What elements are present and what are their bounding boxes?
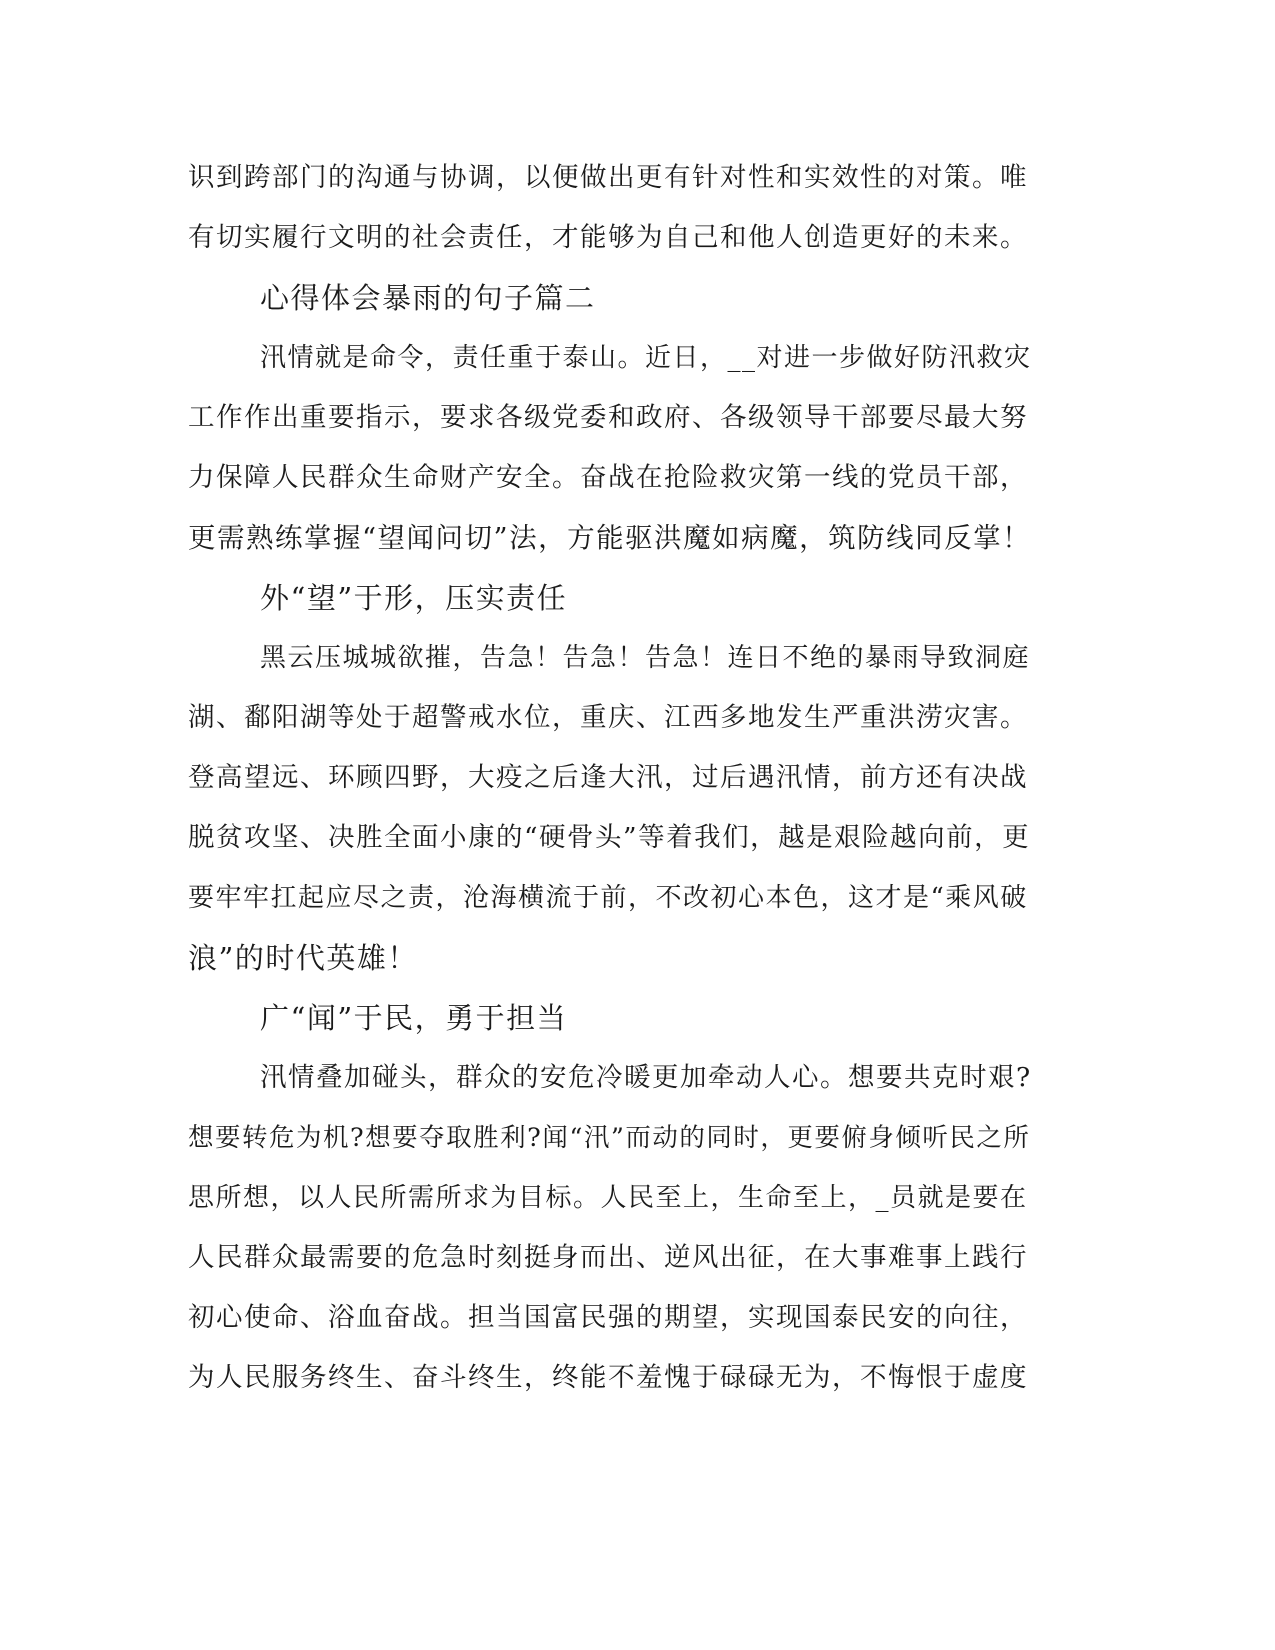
text-line: 想要转危为机?想要夺取胜利?闻“汛”而动的同时，更要俯身倾听民之所 — [188, 1123, 1031, 1153]
text-line: 脱贫攻坚、决胜全面小康的“硬骨头”等着我们，越是艰险越向前，更 — [188, 822, 1031, 853]
text-line: 汛情就是命令，责任重于泰山。近日，__对进一步做好防汛救灾 — [260, 343, 1032, 373]
subsection-heading: 外“望”于形，压实责任 — [260, 581, 568, 615]
text-line: 黑云压城城欲摧，告急！告急！告急！连日不绝的暴雨导致洞庭 — [260, 643, 1031, 673]
text-line: 人民群众最需要的危急时刻挺身而出、逆风出征，在大事难事上践行 — [188, 1242, 1028, 1273]
text-line: 初心使命、浴血奋战。担当国富民强的期望，实现国泰民安的向往， — [188, 1302, 1028, 1333]
text-line: 更需熟练掌握“望闻问切”法，方能驱洪魔如病魔，筑防线同反掌！ — [188, 522, 1032, 554]
text-line: 要牢牢扛起应尽之责，沧海横流于前，不改初心本色，这才是“乘风破 — [188, 883, 1028, 913]
text-line: 思所想，以人民所需所求为目标。人民至上，生命至上，_员就是要在 — [188, 1183, 1028, 1213]
text-line: 力保障人民群众生命财产安全。奋战在抢险救灾第一线的党员干部， — [188, 462, 1028, 493]
text-line: 工作作出重要指示，要求各级党委和政府、各级领导干部要尽最大努 — [188, 402, 1028, 433]
text-line: 识到跨部门的沟通与协调，以便做出更有针对性和实效性的对策。唯 — [188, 162, 1028, 193]
text-line: 湖、鄱阳湖等处于超警戒水位，重庆、江西多地发生严重洪涝灾害。 — [188, 702, 1028, 733]
section-heading: 心得体会暴雨的句子篇二 — [260, 281, 596, 315]
text-line: 有切实履行文明的社会责任，才能够为自己和他人创造更好的未来。 — [188, 222, 1028, 253]
text-line: 浪”的时代英雄！ — [188, 941, 418, 975]
text-line: 为人民服务终生、奋斗终生，终能不羞愧于碌碌无为，不悔恨于虚度 — [188, 1362, 1028, 1393]
subsection-heading: 广“闻”于民，勇于担当 — [260, 1001, 568, 1035]
text-line: 汛情叠加碰头，群众的安危冷暖更加牵动人心。想要共克时艰? — [260, 1062, 1032, 1093]
text-line: 登高望远、环顾四野，大疫之后逢大汛，过后遇汛情，前方还有决战 — [188, 762, 1028, 793]
